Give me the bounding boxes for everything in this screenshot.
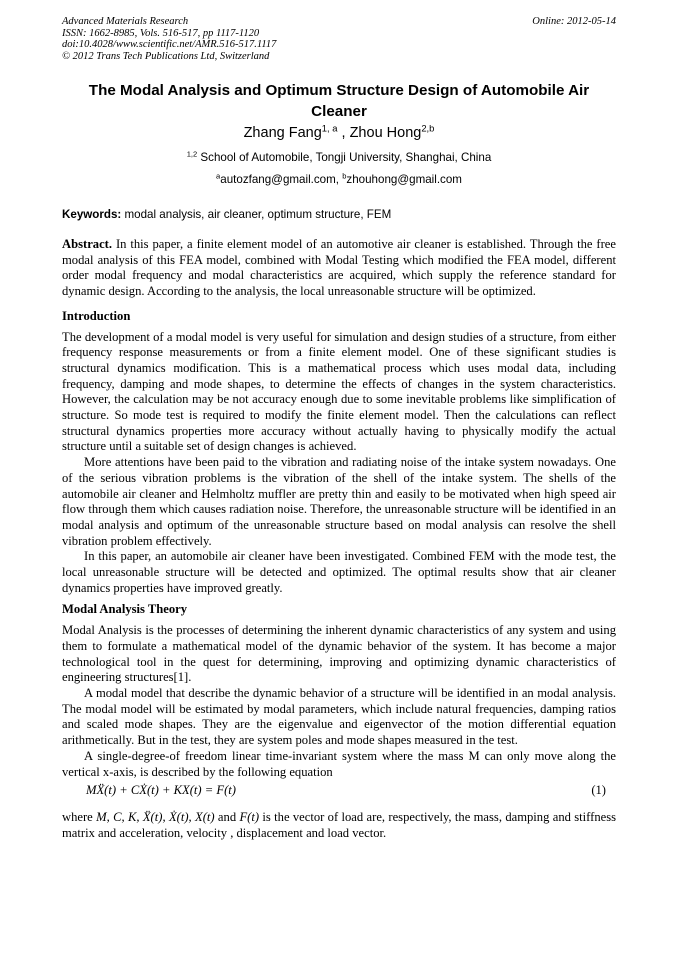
- equation-expression: MẌ(t) + CẊ(t) + KX(t) = F(t): [86, 783, 236, 798]
- affiliation-text: School of Automobile, Tongji University, Shanghai, China: [197, 151, 492, 164]
- author-separator: ,: [337, 125, 350, 141]
- introduction-heading: Introduction: [62, 308, 131, 323]
- email-b-sup: b: [342, 171, 347, 181]
- email-a-sup: a: [216, 171, 221, 181]
- paper-body: [62, 237, 616, 842]
- doi-line: doi:10.4028/www.scientific.net/AMR.516-517.1117: [62, 39, 277, 50]
- author-2: Zhou Hong: [349, 125, 422, 141]
- equation-1: [62, 780, 616, 802]
- where-and: and: [214, 810, 240, 825]
- author-2-affil: 2,b: [421, 122, 435, 134]
- where-symbols: M, C, K, Ẍ(t), Ẋ(t), X(t): [96, 810, 215, 825]
- intro-paragraph-2: More attentions have been paid to the vibration and radiating noise of the intake system nowadays. One of the serious vibration problems is the vibration of the shell of the intake system. The shells of the automobile air cleaner and Helmholtz muffler are pretty thin and easily to be motivated when high speed air flow through them which causes radiation noise. Therefore, the unreasonable structure will be identified in an modal analysis and optimum of the unreasonable structure based on modal analysis can resolve the shell vibration problem effectively.: [62, 455, 616, 548]
- abstract-label: Abstract.: [62, 237, 113, 251]
- intro-paragraph-1: The development of a modal model is very useful for simulation and design studies of a structure, from either frequency response measurements or from a finite element model. One of these significant studies is structural dynamics modification. This is a mathematical process which uses modal data, including frequency, damping and mode shapes, to determine the effects of changes in the system characteristics. However, the calculation may be not accuracy enough due to some inevitable problems like simplification of structure. So mode test is required to modify the finite element model. Then the calculations can reflect structural dynamics properties more accuracy without actually having to physically modify the actual structure until a suitable set of design changes is achieved.: [62, 329, 616, 454]
- abstract: [62, 237, 616, 300]
- where-text: is the vector of load are, respectively, the mass, damping and stiffness matrix and acceleration, velocity , displacement and load vector.: [62, 810, 617, 840]
- journal-name: Advanced Materials Research: [62, 16, 189, 27]
- keywords-text: modal analysis, air cleaner, optimum structure, FEM: [121, 208, 392, 221]
- email-a[interactable]: autozfang@gmail.com,: [220, 173, 343, 186]
- affiliation: [62, 151, 616, 165]
- online-date: Online: 2012-05-14: [532, 16, 616, 27]
- theory-paragraph-3: A single-degree-of freedom linear time-invariant system where the mass M can only move along the vertical x-axis, is described by the following equation: [62, 748, 616, 779]
- theory-paragraph-2: A modal model that describe the dynamic behavior of a structure will be identified in an modal analysis. The modal model will be estimated by modal parameters, which include natural frequencies, damping ratios and scaled mode shapes. They are the eigenvalue and eigenvector of the motion differential equation arithmetically. But in the test, they are system poles and mode shapes measured in the test.: [62, 685, 616, 748]
- author-1: Zhang Fang: [243, 125, 322, 141]
- email-b[interactable]: zhouhong@gmail.com: [346, 173, 462, 186]
- affiliation-sup: 1,2: [186, 149, 198, 159]
- theory-paragraph-1: Modal Analysis is the processes of determining the inherent dynamic characteristics of any system and using them to formulate a mathematical model of the dynamic behavior of the system. It has become a major technological tool in the quest for determining, improving and optimizing dynamic characteristics of engineering structures[1].: [62, 623, 616, 685]
- where-paragraph: [62, 810, 616, 841]
- keywords: [62, 208, 616, 222]
- intro-paragraph-3: In this paper, an automobile air cleaner have been investigated. Combined FEM with the mode test, the local unreasonable structure will be detected and optimized. The optimal results show that air cleaner dynamics properties have improved greatly.: [62, 549, 616, 595]
- theory-heading: Modal Analysis Theory: [62, 602, 188, 617]
- journal-header: [62, 16, 616, 62]
- keywords-label: Keywords:: [62, 208, 122, 221]
- where-force: F(t): [239, 810, 260, 825]
- author-emails: [62, 173, 616, 187]
- abstract-text: In this paper, a finite element model of an automotive air cleaner is established. Through the free modal analysis of this FEA model, combined with Modal Testing which modified the FEA model, different order modal frequency and modal characteristics are acquired, which supply the reference standard for dynamic design. According to the analysis, the local unreasonable structure will be optimized.: [62, 237, 616, 299]
- author-line: [62, 124, 616, 142]
- issn-line: ISSN: 1662-8985, Vols. 516-517, pp 1117-1120: [62, 27, 260, 39]
- copyright-line: © 2012 Trans Tech Publications Ltd, Switzerland: [62, 50, 270, 62]
- where-prefix: where: [62, 810, 97, 825]
- equation-number: (1): [591, 783, 606, 798]
- author-1-affil: 1, a: [321, 122, 338, 134]
- paper-title: The Modal Analysis and Optimum Structure Design of Automobile Air Cleaner: [88, 82, 590, 120]
